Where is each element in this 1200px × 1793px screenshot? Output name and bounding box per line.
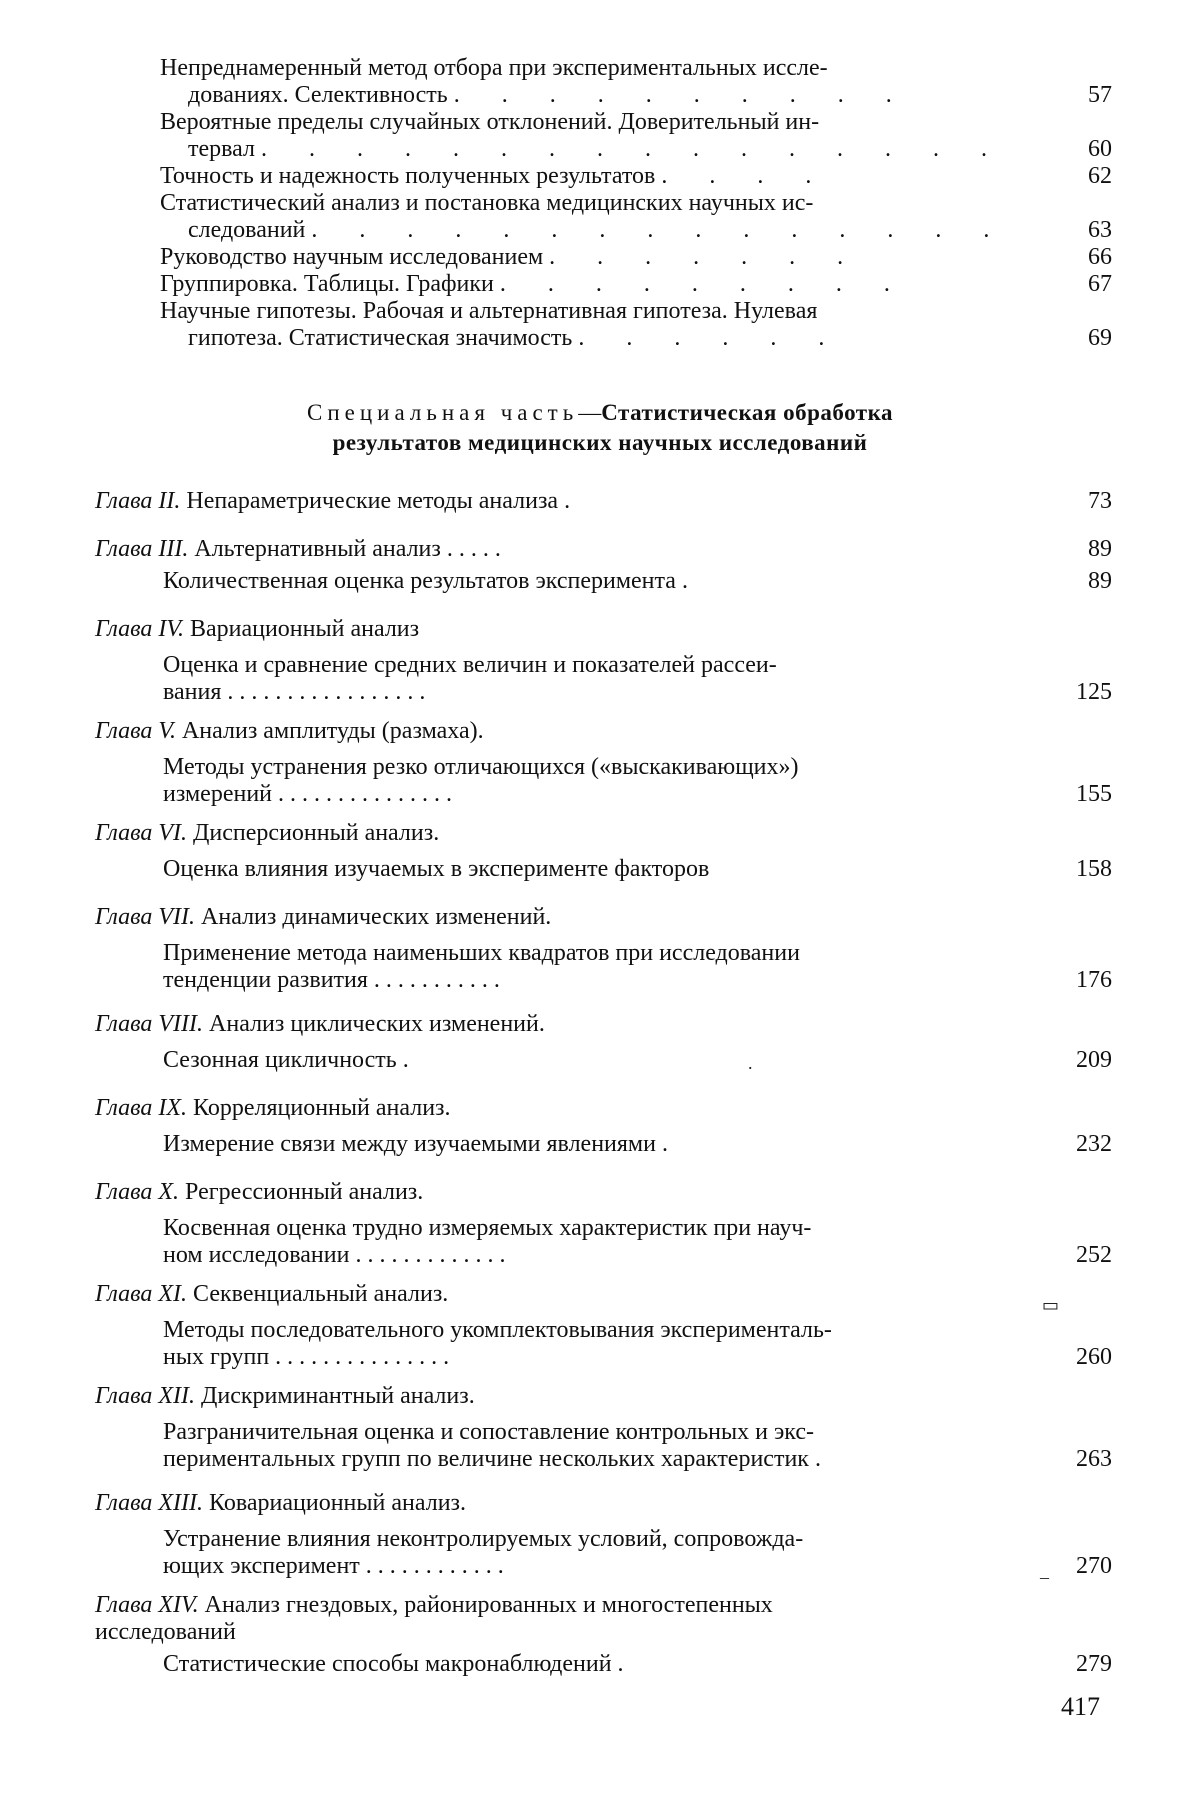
page-ref: 260	[1076, 1344, 1112, 1370]
chapter-subentry	[163, 1215, 1000, 1269]
chapter-heading	[95, 616, 1000, 643]
page-ref: 57	[1088, 82, 1112, 108]
section-heading	[0, 398, 1200, 428]
subentry-line: Разграничительная оценка и сопоставление контрольных и экс-	[163, 1419, 814, 1445]
page-ref: 125	[1076, 679, 1112, 705]
dot-leader: . . . . . .	[578, 325, 843, 351]
toc-entry-line: Непреднамеренный метод отбора при экспериментальных иссле-	[160, 55, 828, 81]
subentry-line: измерений . . . . . . . . . . . . . . .	[163, 781, 453, 807]
chapter-heading	[95, 536, 1000, 563]
toc-entry	[160, 271, 1000, 298]
subentry-line: Количественная оценка результатов эксперимента .	[163, 568, 688, 594]
chapter-label: Глава XIII.	[95, 1490, 204, 1516]
chapter-label: Глава XII.	[95, 1383, 196, 1409]
chapter-heading	[95, 1281, 1000, 1308]
subentry-line: тенденции развития . . . . . . . . . . .	[163, 967, 500, 993]
page-ref: 252	[1076, 1242, 1112, 1268]
toc-entry-text: гипотеза. Статистическая значимость	[188, 325, 573, 351]
page-ref: 263	[1076, 1446, 1112, 1472]
page-ref: 89	[1088, 536, 1112, 562]
subentry-line: периментальных групп по величине нескольких характеристик .	[163, 1446, 821, 1472]
chapter-heading	[95, 1383, 1000, 1410]
subentry-line: ных групп . . . . . . . . . . . . . . .	[163, 1344, 450, 1370]
chapter-label: Глава V.	[95, 718, 176, 744]
stray-mark: ▭	[1042, 1295, 1060, 1315]
chapter-title: Дисперсионный анализ.	[193, 820, 440, 846]
subentry-line: Сезонная цикличность .	[163, 1047, 409, 1073]
chapter-label: Глава III.	[95, 536, 189, 562]
toc-entry-line	[160, 244, 1000, 271]
toc-entry	[160, 109, 1005, 163]
chapter-subentry	[163, 754, 1000, 808]
chapter-title: Анализ динамических изменений.	[201, 904, 552, 930]
chapter-subentry	[163, 940, 1000, 994]
chapter-heading	[95, 1011, 1000, 1038]
toc-entry-line	[160, 136, 1005, 163]
subentry-line: Статистические способы макронаблюдений .	[163, 1651, 624, 1677]
stray-dot-mark: .	[748, 1053, 753, 1073]
toc-entry-text: дованиях. Селективность	[188, 82, 448, 108]
toc-entry-text: Группировка. Таблицы. Графики	[160, 271, 494, 297]
toc-entry	[160, 244, 1000, 271]
page-ref: 279	[1076, 1651, 1112, 1677]
toc-entry-line	[160, 163, 1000, 190]
page-ref: 63	[1088, 217, 1112, 243]
toc-entry	[160, 190, 1008, 244]
section-label: Специальная часть	[307, 400, 579, 425]
chapter-label: Глава XI.	[95, 1281, 188, 1307]
chapter-heading	[95, 1592, 1000, 1619]
section-dash: —	[578, 400, 602, 425]
page-ref: 155	[1076, 781, 1112, 807]
toc-entry	[160, 298, 1000, 352]
subentry-line: Методы устранения резко отличающихся («выскакивающих»)	[163, 754, 799, 780]
chapter-title: Анализ амплитуды (размаха).	[181, 718, 484, 744]
chapter-heading-cont: исследований	[95, 1619, 236, 1645]
dot-leader: . . . . . . .	[549, 244, 862, 270]
section-title-line2: результатов медицинских научных исследований	[332, 430, 868, 455]
page-ref: 60	[1088, 136, 1112, 162]
chapter-subentry	[163, 1419, 1000, 1473]
chapter-subentry	[163, 856, 1000, 883]
chapter-subentry	[163, 652, 1000, 706]
chapter-label: Глава IX.	[95, 1095, 188, 1121]
dot-leader: . . . . . . . . . .	[453, 82, 910, 108]
toc-entry	[160, 55, 1000, 109]
page-ref: 158	[1076, 856, 1112, 882]
toc-entry-line: Научные гипотезы. Рабочая и альтернативная гипотеза. Нулевая	[160, 298, 818, 324]
chapter-subentry	[163, 1131, 1000, 1158]
chapter-label: Глава X.	[95, 1179, 180, 1205]
chapter-title: Вариационный анализ	[189, 616, 420, 642]
subentry-line: ющих эксперимент . . . . . . . . . . . .	[163, 1553, 504, 1579]
subentry-line: Оценка и сравнение средних величин и показателей рассеи-	[163, 652, 777, 678]
toc-entry-line	[160, 271, 1000, 298]
chapter-subentry	[163, 1526, 1000, 1580]
dot-leader: . . . . . . . . . . . . . . .	[311, 217, 1008, 243]
chapter-label: Глава XIV.	[95, 1592, 199, 1618]
chapter-title: Секвенциальный анализ.	[193, 1281, 449, 1307]
section-title-line1: Статистическая обработка	[601, 400, 893, 425]
chapter-title: Регрессионный анализ.	[185, 1179, 424, 1205]
page-ref: 66	[1088, 244, 1112, 270]
subentry-line: Применение метода наименьших квадратов при исследовании	[163, 940, 800, 966]
chapter-heading	[95, 1095, 1000, 1122]
dot-leader: . . . . . . . . . . . . . . . .	[261, 136, 1005, 162]
section-heading-line2	[0, 428, 1200, 458]
toc-entry-line	[160, 325, 1000, 352]
subentry-line: Оценка влияния изучаемых в эксперименте факторов	[163, 856, 710, 882]
chapter-title: Непараметрические методы анализа .	[186, 488, 571, 514]
page-ref: 270	[1076, 1553, 1112, 1579]
chapter-title: Анализ циклических изменений.	[209, 1011, 545, 1037]
subentry-line: ном исследовании . . . . . . . . . . . . .	[163, 1242, 506, 1268]
page-ref: 62	[1088, 163, 1112, 189]
toc-entry-text: тервал	[188, 136, 255, 162]
chapter-label: Глава VII.	[95, 904, 196, 930]
toc-entry	[160, 163, 1000, 190]
page-ref: 69	[1088, 325, 1112, 351]
chapter-title: Ковариационный анализ.	[209, 1490, 467, 1516]
chapter-heading	[95, 820, 1000, 847]
toc-entry-text: следований	[188, 217, 306, 243]
page-ref: 89	[1088, 568, 1112, 594]
chapter-label: Глава IV.	[95, 616, 184, 642]
stray-dash-mark: –	[1040, 1567, 1049, 1587]
chapter-heading	[95, 488, 1000, 515]
chapter-title: Дискриминантный анализ.	[201, 1383, 475, 1409]
chapter-heading	[95, 904, 1000, 931]
page-ref: 176	[1076, 967, 1112, 993]
toc-entry-line: Статистический анализ и постановка медицинских научных ис-	[160, 190, 814, 216]
toc-entry-line	[160, 217, 1008, 244]
toc-entry-line	[160, 82, 1000, 109]
page-ref: 209	[1076, 1047, 1112, 1073]
page-ref: 73	[1088, 488, 1112, 514]
subentry-line: Измерение связи между изучаемыми явлениями .	[163, 1131, 668, 1157]
chapter-subentry	[163, 568, 1000, 595]
dot-leader: . . . .	[661, 163, 830, 189]
chapter-heading	[95, 718, 1000, 745]
chapter-title: Корреляционный анализ.	[193, 1095, 451, 1121]
subentry-line: вания . . . . . . . . . . . . . . . . .	[163, 679, 426, 705]
chapter-label: Глава VI.	[95, 820, 188, 846]
page-number: 417	[1061, 1692, 1100, 1721]
subentry-line: Устранение влияния неконтролируемых условий, сопровожда-	[163, 1526, 804, 1552]
toc-entry-line: Вероятные пределы случайных отклонений. Доверительный ин-	[160, 109, 820, 135]
dot-leader: . . . . . . . . .	[499, 271, 908, 297]
toc-entry-text: Руководство научным исследованием	[160, 244, 544, 270]
chapter-title: Анализ гнездовых, районированных и многостепенных	[204, 1592, 773, 1618]
subentry-line: Косвенная оценка трудно измеряемых характеристик при науч-	[163, 1215, 812, 1241]
chapter-subentry	[163, 1651, 1000, 1678]
chapter-heading	[95, 1490, 1000, 1517]
chapter-label: Глава II.	[95, 488, 181, 514]
page-ref: 67	[1088, 271, 1112, 297]
page-ref: 232	[1076, 1131, 1112, 1157]
subentry-line: Методы последовательного укомплектовывания эксперименталь-	[163, 1317, 832, 1343]
chapter-subentry	[163, 1317, 1000, 1371]
chapter-label: Глава VIII.	[95, 1011, 204, 1037]
chapter-title: Альтернативный анализ . . . . .	[194, 536, 501, 562]
chapter-subentry	[163, 1047, 1000, 1074]
toc-entry-text: Точность и надежность полученных результатов	[160, 163, 656, 189]
chapter-heading	[95, 1179, 1000, 1206]
